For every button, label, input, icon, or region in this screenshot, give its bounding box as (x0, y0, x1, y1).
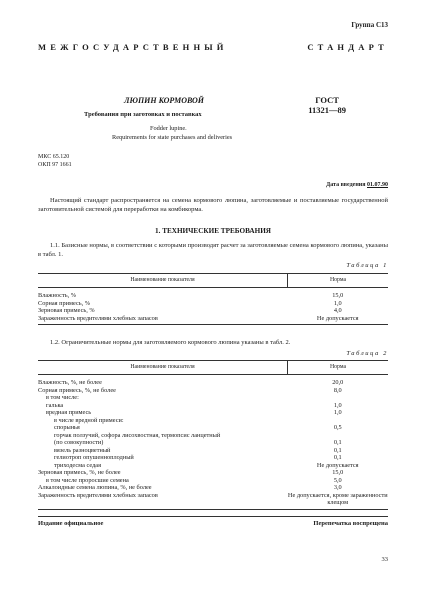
paragraph-1-1: 1.1. Базисные нормы, в соответствии с которыми производят расчет за заготовляемые семена кормового люпина, указаны в табл. 1. (38, 242, 388, 258)
table2-head-norm: Норма (288, 361, 389, 375)
subtitle-russian: Требования при заготовках и поставках (84, 111, 202, 118)
table-row (38, 492, 388, 510)
section-heading: 1. ТЕХНИЧЕСКИЕ ТРЕБОВАНИЯ (155, 227, 271, 235)
footer-official-edition: Издание официальное (38, 520, 104, 527)
gost-label: ГОСТ (315, 95, 339, 105)
row-name: Влажность, %, не более (38, 379, 102, 386)
row-value: 0,5 (333, 424, 342, 431)
table2-caption: Таблица 2 (346, 350, 388, 357)
row-value: Не допускается (288, 315, 389, 325)
gost-number: 11321—89 (308, 105, 346, 115)
intro-date-value: 01.07.90 (367, 182, 388, 188)
row-value: 8,0 (333, 386, 342, 394)
row-name: Зараженность вредителями хлебных запасов (38, 492, 288, 510)
row-name: в том числе: (46, 394, 79, 401)
row-name: вредная примесь (46, 409, 92, 416)
row-name: Алкалоидные семена люпина, %, не более (38, 484, 152, 491)
table1-header (38, 274, 388, 288)
row-name: триходесма седая (54, 461, 101, 469)
table-row (38, 469, 388, 477)
page-number: 33 (381, 556, 388, 563)
standard-banner (38, 42, 388, 52)
mks-code: МКС 65.120 (38, 154, 70, 160)
row-name: Влажность, % (38, 292, 76, 299)
table-row (38, 447, 388, 455)
subtitle-english: Requirements for state purchases and deliveries (112, 134, 233, 141)
row-name: в том числе проросшие семена (46, 476, 129, 484)
paragraph-1-2: 1.2. Ограничительные нормы для заготовляемого кормового люпина указаны в табл. 2. (50, 339, 291, 346)
row-name: Зараженность вредителями хлебных запасов (38, 315, 288, 325)
row-name: Зерновая примесь, % (38, 307, 95, 314)
table-row (38, 477, 388, 485)
table-row (38, 387, 388, 395)
title-russian: ЛЮПИН КОРМОВОЙ (124, 96, 204, 105)
table-row (38, 300, 388, 308)
row-name: галька (46, 401, 64, 409)
footer-reprint-prohibited: Перепечатка воспрещена (313, 520, 388, 527)
row-value: 15,0 (332, 292, 344, 299)
row-value (288, 432, 389, 440)
table-row (38, 394, 388, 402)
row-value: 4,0 (333, 307, 342, 314)
table-row (38, 417, 388, 425)
table-row (38, 424, 388, 432)
table-row (38, 409, 388, 417)
row-name: Сорная примесь, % (38, 299, 91, 307)
row-name: (по совокупности) (54, 439, 104, 446)
row-value: 1,0 (333, 401, 342, 409)
row-value: Не допускается, кроме зараженности клещом (288, 492, 389, 510)
row-value: 15,0 (332, 469, 344, 476)
row-name: вязель разноцветный (54, 446, 111, 454)
okp-code: ОКП 97 1661 (38, 161, 72, 168)
table-row (38, 484, 388, 492)
row-name: Зерновая примесь, %, не более (38, 469, 121, 476)
row-name: Сорная примесь, %, не более (38, 386, 116, 394)
table-row (38, 462, 388, 470)
banner-right: СТАНДАРТ (307, 42, 388, 52)
row-value: 0,1 (333, 439, 342, 446)
intro-date-label: Дата введения (326, 182, 366, 188)
table-row (38, 454, 388, 462)
row-value: 1,0 (333, 409, 342, 416)
table1-body (38, 288, 388, 325)
classification-codes (38, 154, 72, 169)
row-name: в числе вредной примеси: (54, 416, 124, 424)
table-2 (38, 360, 388, 510)
table-row (38, 439, 388, 447)
row-value: 5,0 (333, 476, 342, 484)
table2-body (38, 375, 388, 510)
table-row (38, 315, 388, 325)
introduction-date (326, 182, 388, 188)
table1-head-norm: Норма (288, 274, 389, 288)
table1-caption: Таблица 1 (346, 262, 388, 269)
row-value: 20,0 (332, 379, 344, 386)
table2-header (38, 361, 388, 375)
row-value: 3,0 (333, 484, 342, 491)
row-name: горчак ползучий, софора лисохвостная, термопсис ланцетный (54, 431, 221, 439)
preamble-paragraph: Настоящий стандарт распространяется на семена кормового люпина, заготовляемые и поставляемые государственной заготовительной системой для переработки на комбикорма. (38, 197, 388, 213)
title-english: Fodder lupine. (150, 125, 187, 132)
gost-designation (308, 95, 346, 115)
table-row (38, 432, 388, 440)
group-code: Группа С13 (351, 21, 388, 29)
table2-head-name: Наименование показателя (38, 361, 288, 375)
table-1 (38, 273, 388, 325)
banner-left: МЕЖГОСУДАРСТВЕННЫЙ (38, 42, 228, 52)
row-name: спорынья (54, 424, 80, 431)
table-row (38, 402, 388, 410)
table-row (38, 375, 388, 387)
row-value: 0,1 (333, 454, 342, 461)
row-value: 1,0 (333, 299, 342, 307)
row-value: 0,1 (333, 446, 342, 454)
footer-rule (38, 516, 388, 517)
table1-head-name: Наименование показателя (38, 274, 288, 288)
table-row (38, 307, 388, 315)
row-value (288, 417, 389, 425)
row-value: Не допускается (316, 461, 359, 469)
row-name: гелиотроп опушенноплодный (54, 454, 134, 461)
table-row (38, 288, 388, 300)
row-value (288, 394, 389, 402)
